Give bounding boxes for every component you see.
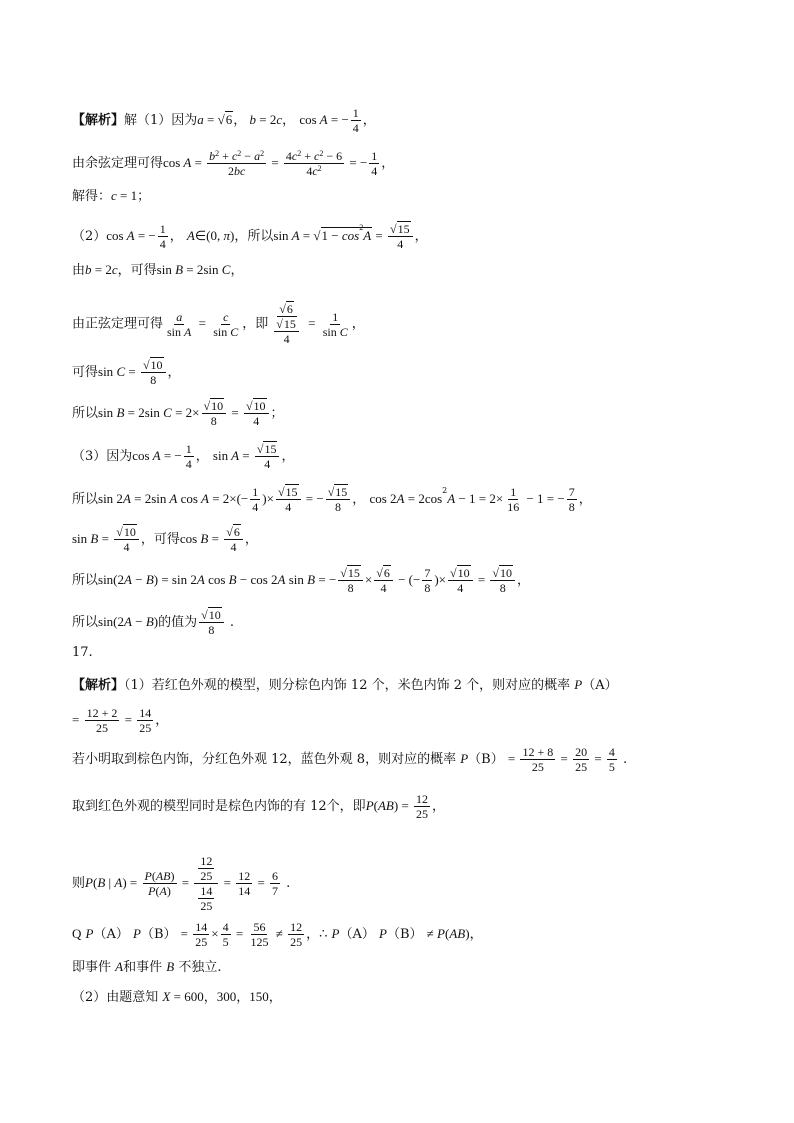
sec17-line-6: 即事件 A和事件 B 不独立. <box>72 959 222 975</box>
sec16-line-3: 解得：c = 1； <box>72 188 151 204</box>
sec16-line-6: 由正弦定理可得 $\frac{a}{\text{sin A}}$ = $\frac{c}{\text{sin C}}$ ，即 $\frac{√6}{\frac{√15}{4}}$ = $\frac{1}{\text{sin C}}$ ， <box>72 302 365 346</box>
sec16-line-2: 由余弦定理可得cos A = $\frac{b^2 + c^2 - a^2}{2bc}$ = $\frac{4c^2 + c^2 - 6}{4c^2}$ = − $\frac{1}{4}$ ， <box>72 149 395 178</box>
sec17-line-1: 【解析】（1）若红色外观的模型，则分棕色内饰 12 个，米色内饰 2 个，则对应的概率 P（A） <box>72 677 618 693</box>
sec17-number: 17. <box>72 645 93 660</box>
sec16-line-12: 所以sin(2A − B) = sin 2A cos B − cos 2A sin B = − $\frac{√15}{8}$ × $\frac{√6}{4}$ − (− $\frac{7}{8}$ )× $\frac{√10}{4}$ = $\frac{√10}{8}$ ， <box>72 566 531 595</box>
sec16-line-9: （3）因为cos A = − $\frac{1}{4}$ ， sin A = $\frac{√15}{4}$ ， <box>72 442 295 471</box>
sec16-line-13: 所以sin(2A − B)的值为 $\frac{√10}{8}$ . <box>72 608 234 637</box>
sec17-line-4: 则P(B | A) = $\frac{P(AB)}{P(A)}$ = $\frac{\frac{12}{25}}{\frac{14}{25}}$ = $\frac{12}{14}$ = $\frac{6}{7}$ . <box>72 854 291 913</box>
sec16-line-1: 【解析】解（1）因为a = √6， b = 2c， cos A = − $\frac{1}{4}$ ， <box>72 106 376 135</box>
sec17-line-5: Q P（A） P（B） = $\frac{14}{25}$ × $\frac{4}{5}$ = $\frac{56}{125}$ ≠ $\frac{12}{25}$ ，∴ P（A） P（B） ≠ P(AB)， <box>72 920 483 949</box>
sec17-line-7: （2）由题意知 X = 600，300，150， <box>72 989 282 1005</box>
sec16-line-10: 所以sin 2A = 2sin A cos A = 2×(− $\frac{1}{4}$ )× $\frac{√15}{4}$ = − $\frac{√15}{8}$ ， $\cos 2A = 2\cos^2A - 1 = 2\times$ $\frac{1}{16}$ − 1 = − $\frac{7}{8}$ ， <box>72 485 592 514</box>
sec16-line-11: sin B = $\frac{√10}{4}$ ，可得cos B = $\frac{√6}{4}$ ， <box>72 525 258 554</box>
sec16-line-8: 所以sin B = 2sin C = 2× $\frac{√10}{8}$ = $\frac{√10}{4}$ ； <box>72 399 284 428</box>
sec17-line-2: 若小明取到棕色内饰，分红色外观 12，蓝色外观 8，则对应的概率 P（B） = $\frac{12 + 8}{25}$ = $\frac{20}{25}$ = $\frac{4}{5}$ . <box>72 745 628 774</box>
sec16-line-7: 可得sin C = $\frac{√10}{8}$ ， <box>72 358 181 387</box>
sec17-line-3: 取到红色外观的模型同时是棕色内饰的有 12个，即P(AB) = $\frac{12}{25}$ ， <box>72 792 446 821</box>
sec16-line-5: 由b = 2c，可得sin B = 2sin C， <box>72 262 244 278</box>
sec17-line-1b: = $\frac{12 + 2}{25}$ = $\frac{14}{25}$ ， <box>72 706 169 735</box>
sec16-line-4: （2）cos A = − $\frac{1}{4}$ ， A∈(0, π)，所以$\sin A = √1 - \cos^2A$ = $\frac{√15}{4}$ ， <box>72 222 428 251</box>
